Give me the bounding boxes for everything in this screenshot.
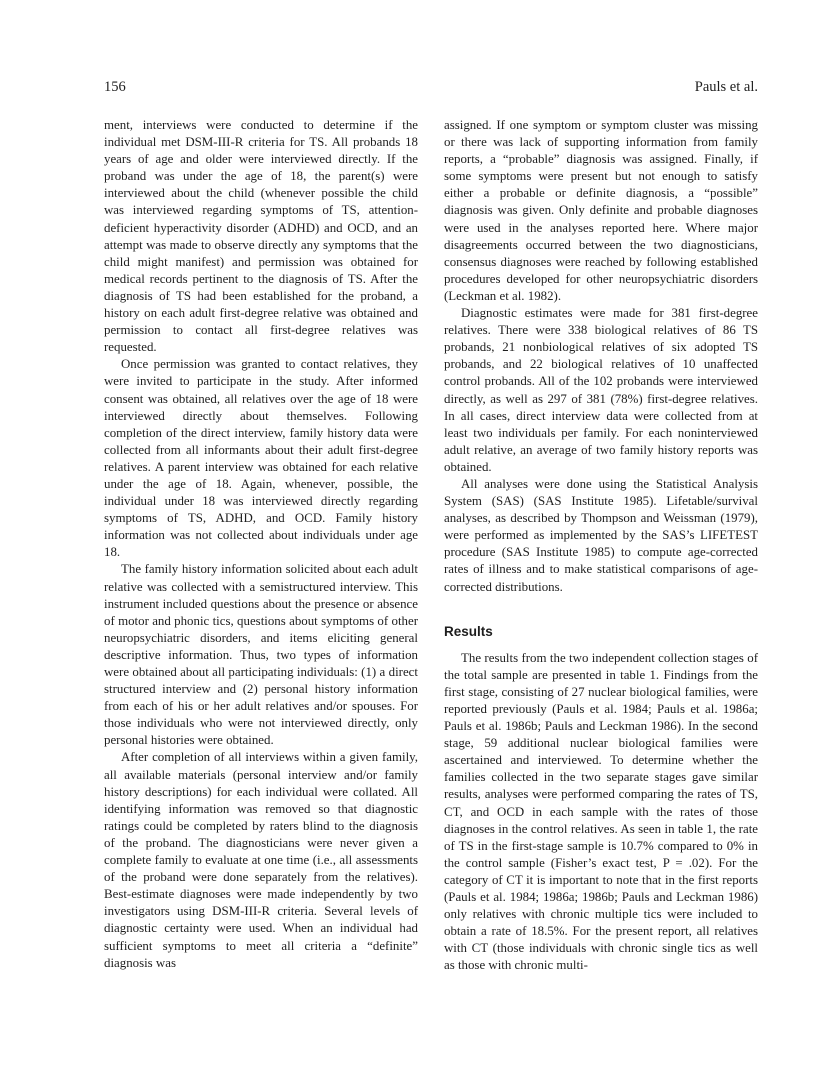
- left-column: [104, 117, 418, 972]
- body-paragraph: Diagnostic estimates were made for 381 first-degree relatives. There were 338 biological relatives of 86 TS probands, 21 nonbiological relatives of six adopted TS probands, and 22 biological relatives of 10 unaffected control probands. All of the 102 probands were interviewed directly, as well as 297 of 381 (78%) first-degree relatives. In all cases, direct interview data were collected from at least two individuals per family. For each noninterviewed adult relative, an average of two family history reports was obtained.: [444, 306, 758, 474]
- body-paragraph: assigned. If one symptom or symptom cluster was missing or there was lack of supporting information from family reports, a “probable” diagnosis was assigned. Finally, if some symptoms were present but not enough to satisfy either a probable or definite diagnosis, a “possible” diagnosis was given. Only definite and probable diagnoses were used in the analyses reported here. Where major disagreements occurred between the two diagnosticians, consensus diagnoses were reached by following established procedures developed for other neuropsychiatric disorders (Leckman et al. 1982).: [444, 118, 758, 303]
- body-paragraph: The family history information solicited about each adult relative was collected with a semistructured interview. This instrument included questions about the presence or absence of motor and phonic tics, questions about symptoms of other neuropsychiatric disorders, and items eliciting general descriptive information. Thus, two types of information were obtained about all participating individuals: (1) a direct structured interview and (2) personal history information from each of his or her adult relatives and/or spouses. For those individuals who were not interviewed directly, only personal histories were obtained.: [104, 562, 418, 748]
- body-paragraph: After completion of all interviews within a given family, all available materials (personal interview and/or family history descriptions) for each individual were collated. All identifying information was removed so that diagnostic ratings could be completed by raters blind to the diagnosis of the proband. The diagnosticians were never given a complete family to evaluate at one time (i.e., all assessments of the proband were done separately from the relatives). Best-estimate diagnoses were made independently by two investigators using DSM-III-R criteria. Several levels of diagnostic certainty were used. When an individual had sufficient symptoms to meet all criteria a “definite” diagnosis was: [104, 750, 418, 970]
- section-heading-results: Results: [444, 623, 493, 639]
- body-paragraph: The results from the two independent collection stages of the total sample are presented in table 1. Findings from the first stage, consisting of 27 nuclear biological families, were reported previously (Pauls et al. 1984; Pauls et al. 1986a; Pauls et al. 1986b; Pauls and Leckman 1986). In the second stage, 59 additional nuclear biological families were ascertained and interviewed. To determine whether the families collected in the two separate stages gave similar results, analyses were performed comparing the rates of TS, CT, and OCD in each sample with the rates of those diagnoses in the control relatives. As seen in table 1, the rate of TS in the first-stage sample is 10.7% compared to 0% in the control sample (Fisher’s exact test, P = .02). For the category of CT it is important to note that in the first reports (Pauls et al. 1984; 1986a; 1986b; Pauls and Leckman 1986) only relatives with chronic multiple tics were included to obtain a rate of 18.5%. For the present report, all relatives with CT (those individuals with chronic single tics as well as those with chronic multi-: [444, 650, 758, 973]
- body-paragraph: ment, interviews were conducted to determine if the individual met DSM-III-R criteria for TS. All probands 18 years of age and older were interviewed directly. If the proband was under the age of 18, the parent(s) were interviewed about the child (whenever possible the child was interviewed regarding symptoms of TS, attention-deficient hyperactivity disorder (ADHD) and OCD, and an attempt was made to observe directly any symptoms that the child might manifest) and permission was obtained for medical records pertinent to the diagnosis of TS. After the diagnosis of TS had been established for the proband, a history on each adult first-degree relative was obtained and permission to contact all first-degree relatives was requested.: [104, 118, 418, 355]
- running-head: Pauls et al.: [694, 79, 758, 95]
- body-paragraph: All analyses were done using the Statistical Analysis System (SAS) (SAS Institute 1985). Lifetable/survival analyses, as described by Thompson and Weissman (1979), were performed as implemented by the SAS’s LIFETEST procedure (SAS Institute 1985) to compute age-corrected rates of illness and to make statistical comparisons of age-corrected distributions.: [444, 476, 758, 594]
- right-column: [444, 117, 758, 975]
- page-number: 156: [104, 79, 126, 95]
- page-header: [104, 79, 758, 101]
- body-paragraph: Once permission was granted to contact relatives, they were invited to participate in the study. After informed consent was obtained, all relatives over the age of 18 were interviewed directly about themselves. Following completion of the direct interview, family history data were collected from all informants about their adult first-degree relatives. A parent interview was obtained for each relative under the age of 18. Again, whenever, possible, the individual under 18 was interviewed directly regarding symptoms of TS, ADHD, and OCD. Family history information was not collected about individuals under age 18.: [104, 357, 418, 560]
